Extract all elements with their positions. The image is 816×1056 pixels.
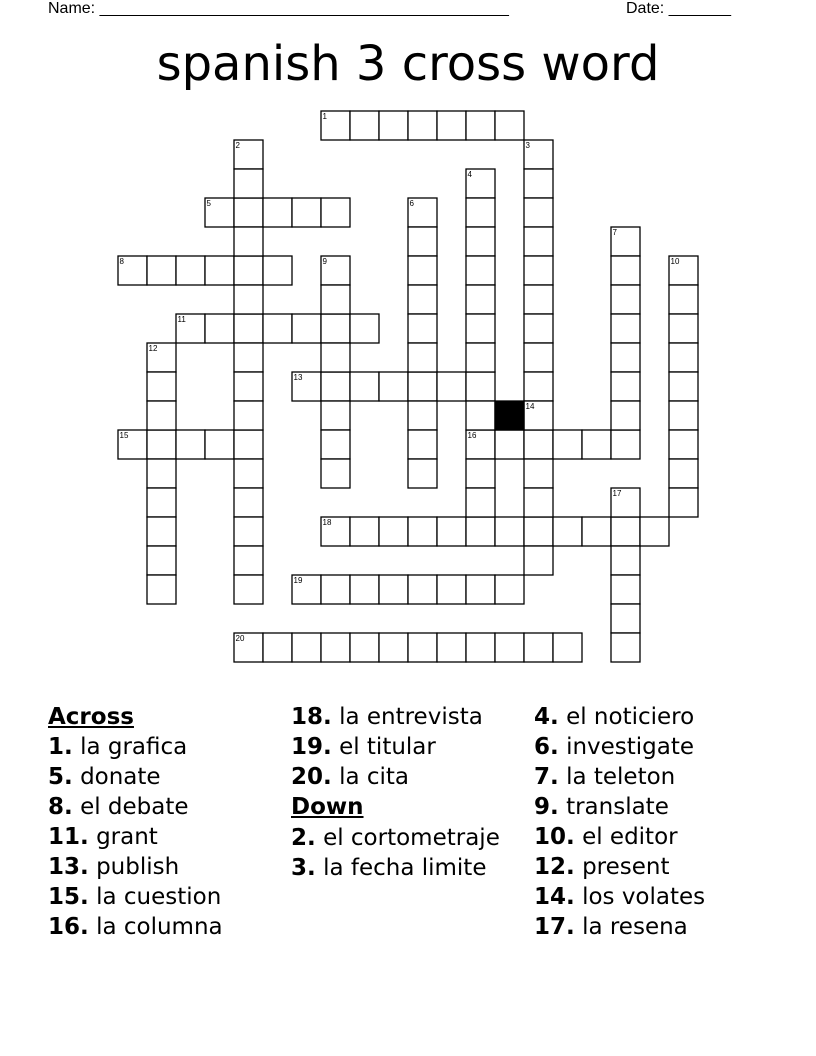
clue-number: 11. <box>48 824 89 850</box>
cell-number: 12 <box>148 344 158 353</box>
clue-text: investigate <box>566 734 695 760</box>
cell-number: 9 <box>322 257 327 266</box>
grid-cell[interactable] <box>379 633 408 662</box>
grid-cell[interactable] <box>466 314 495 343</box>
clue-number: 4. <box>534 704 559 730</box>
clue-text: la cuestion <box>96 884 222 910</box>
grid-cell[interactable] <box>234 372 263 401</box>
grid-cell[interactable] <box>321 314 350 343</box>
clue-number: 20. <box>291 764 332 790</box>
grid-cell[interactable] <box>524 517 553 546</box>
grid-cell[interactable] <box>234 343 263 372</box>
grid-cell[interactable] <box>524 343 553 372</box>
grid-cell[interactable] <box>147 546 176 575</box>
cell-number: 10 <box>670 257 680 266</box>
grid-cell[interactable] <box>495 633 524 662</box>
clue-number: 6. <box>534 734 559 760</box>
clue-text: la cita <box>339 764 410 790</box>
page-title: spanish 3 cross word <box>156 36 660 92</box>
grid-cell[interactable] <box>408 198 437 227</box>
grid-cell[interactable] <box>321 575 350 604</box>
grid-cell[interactable] <box>524 633 553 662</box>
clue-number: 3. <box>291 855 316 881</box>
grid-cell[interactable] <box>379 372 408 401</box>
clue-column-2 <box>291 702 523 882</box>
grid-cell[interactable] <box>234 401 263 430</box>
grid-cell[interactable] <box>321 343 350 372</box>
grid-cell[interactable] <box>524 401 553 430</box>
clue-across-11 <box>48 822 278 852</box>
grid-cell[interactable] <box>466 633 495 662</box>
grid-cell[interactable] <box>524 372 553 401</box>
clue-number: 15. <box>48 884 89 910</box>
grid-cell[interactable] <box>669 372 698 401</box>
grid-cell[interactable] <box>553 430 582 459</box>
clue-number: 5. <box>48 764 73 790</box>
grid-cell[interactable] <box>292 372 321 401</box>
grid-cell[interactable] <box>669 488 698 517</box>
grid-cell[interactable] <box>234 459 263 488</box>
clue-across-20 <box>291 762 523 792</box>
clue-across-13 <box>48 852 278 882</box>
grid-cell[interactable] <box>408 517 437 546</box>
grid-cell[interactable] <box>205 430 234 459</box>
grid-cell[interactable] <box>524 140 553 169</box>
grid-cell[interactable] <box>263 256 292 285</box>
cell-number: 6 <box>409 199 414 208</box>
name-label: Name: <box>48 0 96 17</box>
clue-number: 9. <box>534 794 559 820</box>
clue-down-12 <box>534 852 774 882</box>
grid-cell[interactable] <box>524 285 553 314</box>
grid-cell[interactable] <box>611 517 640 546</box>
grid-cell[interactable] <box>466 198 495 227</box>
date-line: _______ <box>668 0 731 17</box>
clue-down-14 <box>534 882 774 912</box>
cell-number: 1 <box>322 112 327 121</box>
grid-cell[interactable] <box>147 401 176 430</box>
cell-number: 15 <box>119 431 129 440</box>
clue-text: la columna <box>96 914 223 940</box>
grid-cell[interactable] <box>408 430 437 459</box>
grid-cell[interactable] <box>669 285 698 314</box>
clue-text: el cortometraje <box>323 825 500 851</box>
grid-cell[interactable] <box>669 401 698 430</box>
grid-cell[interactable] <box>466 227 495 256</box>
clue-down-2 <box>291 825 523 852</box>
grid-cell[interactable] <box>118 256 147 285</box>
grid-cell[interactable] <box>466 488 495 517</box>
clue-across-15 <box>48 882 278 912</box>
grid-cell[interactable] <box>669 343 698 372</box>
cell-number: 4 <box>467 170 472 179</box>
clue-column-1 <box>48 702 278 942</box>
clue-number: 18. <box>291 704 332 730</box>
grid-cell[interactable] <box>263 314 292 343</box>
grid-cell[interactable] <box>495 517 524 546</box>
clue-text: la entrevista <box>339 704 483 730</box>
grid-cell[interactable] <box>611 314 640 343</box>
grid-cell[interactable] <box>524 198 553 227</box>
clue-text: translate <box>566 794 669 820</box>
clue-number: 16. <box>48 914 89 940</box>
grid-cell[interactable] <box>437 372 466 401</box>
grid-cell[interactable] <box>350 517 379 546</box>
grid-cell[interactable] <box>524 169 553 198</box>
grid-cell[interactable] <box>234 517 263 546</box>
clue-text: el noticiero <box>566 704 695 730</box>
grid-cell[interactable] <box>408 256 437 285</box>
grid-cell[interactable] <box>176 314 205 343</box>
cell-number: 17 <box>612 489 622 498</box>
clue-text: el editor <box>582 824 678 850</box>
grid-cell[interactable] <box>611 227 640 256</box>
grid-cell[interactable] <box>466 575 495 604</box>
clue-number: 12. <box>534 854 575 880</box>
clue-number: 14. <box>534 884 575 910</box>
grid-cell[interactable] <box>495 430 524 459</box>
across-heading: Across <box>48 704 134 730</box>
grid-cell[interactable] <box>234 546 263 575</box>
grid-cell[interactable] <box>321 430 350 459</box>
grid-cell[interactable] <box>147 488 176 517</box>
cell-number: 3 <box>525 141 530 150</box>
grid-cell[interactable] <box>466 430 495 459</box>
grid-cell[interactable] <box>408 111 437 140</box>
cell-number: 11 <box>177 315 186 324</box>
grid-cell[interactable] <box>379 111 408 140</box>
clue-across-18 <box>291 702 523 732</box>
cell-number: 14 <box>525 402 535 411</box>
grid-cell[interactable] <box>263 198 292 227</box>
grid-cell[interactable] <box>408 343 437 372</box>
grid-cell[interactable] <box>553 517 582 546</box>
grid-cell[interactable] <box>321 633 350 662</box>
grid-cell[interactable] <box>147 343 176 372</box>
clue-text: la grafica <box>80 734 188 760</box>
clue-down-7 <box>534 762 774 792</box>
grid-cell[interactable] <box>669 314 698 343</box>
grid-cell[interactable] <box>379 575 408 604</box>
grid-cell[interactable] <box>408 633 437 662</box>
date-label: Date: <box>626 0 665 17</box>
grid-cell[interactable] <box>495 111 524 140</box>
clue-number: 17. <box>534 914 575 940</box>
grid-cell[interactable] <box>321 285 350 314</box>
clue-text: publish <box>96 854 180 880</box>
grid-cell[interactable] <box>466 343 495 372</box>
clue-text: el debate <box>80 794 189 820</box>
grid-cell[interactable] <box>205 198 234 227</box>
grid-cell[interactable] <box>611 604 640 633</box>
clue-number: 2. <box>291 825 316 851</box>
grid-cell[interactable] <box>234 314 263 343</box>
date-field[interactable] <box>626 0 731 18</box>
name-field[interactable] <box>48 0 509 18</box>
grid-cell[interactable] <box>437 633 466 662</box>
clue-number: 10. <box>534 824 575 850</box>
grid-cell[interactable] <box>495 575 524 604</box>
clue-across-8 <box>48 792 278 822</box>
grid-cell[interactable] <box>205 256 234 285</box>
clue-down-4 <box>534 702 774 732</box>
grid-cell[interactable] <box>350 111 379 140</box>
grid-cell[interactable] <box>466 401 495 430</box>
grid-cell[interactable] <box>408 314 437 343</box>
grid-cell[interactable] <box>147 517 176 546</box>
grid-cell[interactable] <box>466 169 495 198</box>
clue-text: la fecha limite <box>323 855 487 881</box>
clue-down-6 <box>534 732 774 762</box>
grid-cell[interactable] <box>234 285 263 314</box>
clue-down-10 <box>534 822 774 852</box>
cell-number: 19 <box>293 576 303 585</box>
grid-cell[interactable] <box>524 256 553 285</box>
clue-number: 8. <box>48 794 73 820</box>
grid-cell[interactable] <box>611 401 640 430</box>
grid-cell[interactable] <box>263 633 292 662</box>
grid-cell[interactable] <box>379 517 408 546</box>
grid-cell[interactable] <box>176 430 205 459</box>
grid-cell[interactable] <box>205 314 234 343</box>
clue-text: la teleton <box>566 764 676 790</box>
grid-cell[interactable] <box>408 459 437 488</box>
grid-cell[interactable] <box>234 140 263 169</box>
grid-cell[interactable] <box>176 256 205 285</box>
name-line: ______________________________________________ <box>99 0 509 17</box>
grid-cell[interactable] <box>669 430 698 459</box>
clue-text: donate <box>80 764 161 790</box>
grid-cell[interactable] <box>234 169 263 198</box>
clue-down-3 <box>291 855 523 882</box>
grid-cell[interactable] <box>350 575 379 604</box>
grid-cell[interactable] <box>437 111 466 140</box>
clue-across-1 <box>48 732 278 762</box>
grid-cell[interactable] <box>582 517 611 546</box>
cell-number: 13 <box>293 373 303 382</box>
grid-cell[interactable] <box>234 633 263 662</box>
clue-text: la resena <box>582 914 688 940</box>
clue-down-9 <box>534 792 774 822</box>
grid-cell[interactable] <box>466 372 495 401</box>
grid-cell[interactable] <box>669 459 698 488</box>
grid-cell[interactable] <box>234 256 263 285</box>
grid-cell[interactable] <box>321 459 350 488</box>
cell-number: 16 <box>467 431 477 440</box>
clue-text: el titular <box>339 734 436 760</box>
clue-column-3 <box>534 702 774 942</box>
grid-cell[interactable] <box>408 227 437 256</box>
grid-cell[interactable] <box>292 314 321 343</box>
grid-cell[interactable] <box>611 372 640 401</box>
grid-cell[interactable] <box>350 314 379 343</box>
grid-cell[interactable] <box>408 372 437 401</box>
grid-cell[interactable] <box>611 343 640 372</box>
grid-cell[interactable] <box>234 198 263 227</box>
grid-cell[interactable] <box>553 633 582 662</box>
down-heading: Down <box>291 794 364 820</box>
cell-number: 2 <box>235 141 240 150</box>
grid-cell[interactable] <box>466 256 495 285</box>
grid-cell[interactable] <box>234 227 263 256</box>
grid-cell[interactable] <box>321 198 350 227</box>
grid-cell[interactable] <box>524 488 553 517</box>
clue-down-17 <box>534 912 774 942</box>
clue-number: 7. <box>534 764 559 790</box>
clue-number: 13. <box>48 854 89 880</box>
grid-cell[interactable] <box>611 430 640 459</box>
grid-cell[interactable] <box>147 459 176 488</box>
grid-cell[interactable] <box>466 285 495 314</box>
grid-cell[interactable] <box>669 256 698 285</box>
grid-cell[interactable] <box>611 633 640 662</box>
cell-number: 8 <box>119 257 124 266</box>
cell-number: 7 <box>612 228 617 237</box>
grid-cell[interactable] <box>350 372 379 401</box>
grid-cell[interactable] <box>321 372 350 401</box>
grid-cell[interactable] <box>611 256 640 285</box>
grid-cell[interactable] <box>466 517 495 546</box>
grid-cell[interactable] <box>118 430 147 459</box>
cell-number: 5 <box>206 199 211 208</box>
grid-cell[interactable] <box>611 285 640 314</box>
clue-number: 19. <box>291 734 332 760</box>
clue-across-5 <box>48 762 278 792</box>
grid-cell[interactable] <box>234 575 263 604</box>
grid-cell[interactable] <box>234 430 263 459</box>
grid-cell[interactable] <box>234 488 263 517</box>
grid-cell[interactable] <box>292 198 321 227</box>
grid-cell[interactable] <box>437 575 466 604</box>
grid-cell[interactable] <box>611 575 640 604</box>
grid-cell[interactable] <box>466 459 495 488</box>
grid-cell[interactable] <box>611 546 640 575</box>
grid-cell[interactable] <box>292 575 321 604</box>
clue-number: 1. <box>48 734 73 760</box>
grid-cell[interactable] <box>437 517 466 546</box>
grid-cell[interactable] <box>524 430 553 459</box>
grid-cell[interactable] <box>611 488 640 517</box>
clue-text: grant <box>96 824 158 850</box>
grid-cell[interactable] <box>147 372 176 401</box>
grid-cell[interactable] <box>147 256 176 285</box>
grid-cell[interactable] <box>582 430 611 459</box>
grid-cell[interactable] <box>640 517 669 546</box>
cell-number: 18 <box>322 518 332 527</box>
grid-cell[interactable] <box>466 111 495 140</box>
grid-cell[interactable] <box>408 285 437 314</box>
grid-cell[interactable] <box>524 227 553 256</box>
cell-number: 20 <box>235 634 245 643</box>
grid-cell[interactable] <box>292 633 321 662</box>
grid-cell[interactable] <box>321 111 350 140</box>
grid-cell[interactable] <box>147 430 176 459</box>
grid-cell[interactable] <box>321 401 350 430</box>
grid-cell[interactable] <box>408 401 437 430</box>
grid-cell[interactable] <box>408 575 437 604</box>
grid-cell[interactable] <box>350 633 379 662</box>
clue-across-19 <box>291 732 523 762</box>
grid-cell[interactable] <box>147 575 176 604</box>
grid-cell[interactable] <box>321 517 350 546</box>
grid-cell[interactable] <box>321 256 350 285</box>
clue-text: present <box>582 854 670 880</box>
clue-text: los volates <box>582 884 706 910</box>
grid-cell[interactable] <box>524 314 553 343</box>
grid-cell[interactable] <box>524 546 553 575</box>
black-cell <box>495 401 524 430</box>
grid-cell[interactable] <box>524 459 553 488</box>
clue-across-16 <box>48 912 278 942</box>
